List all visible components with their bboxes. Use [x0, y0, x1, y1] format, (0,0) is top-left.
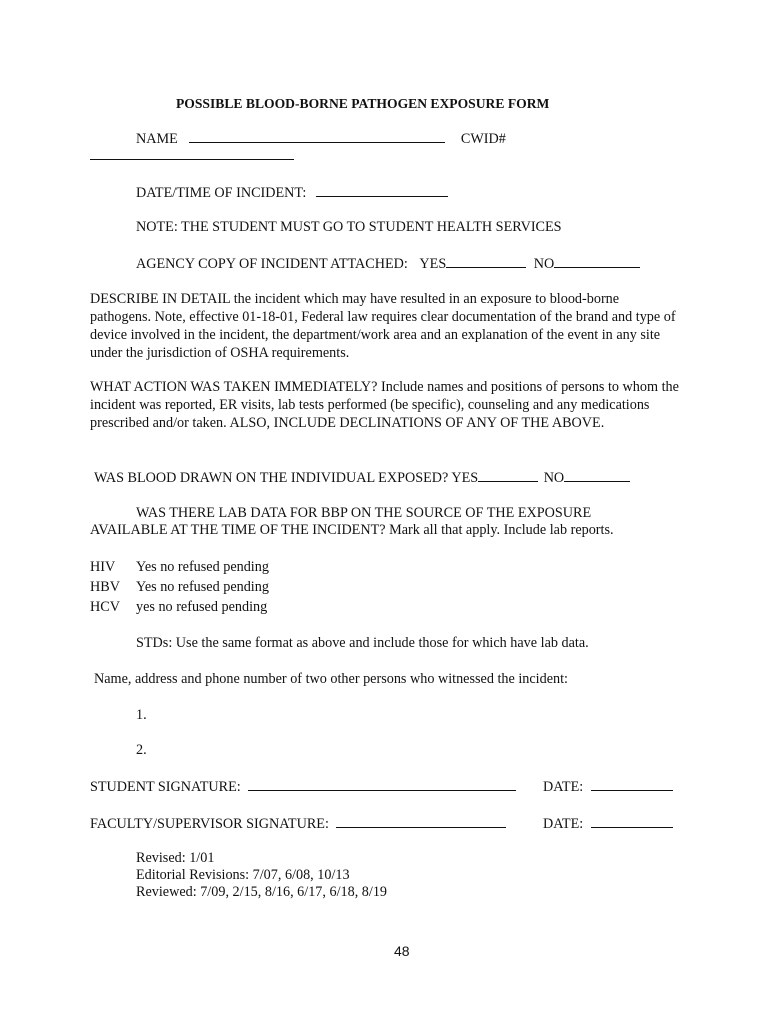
datetime-row — [136, 184, 448, 202]
agency-yes-field[interactable] — [446, 255, 526, 268]
student-signature-label: STUDENT SIGNATURE: — [90, 779, 241, 795]
witness-item-1: 1. — [136, 707, 147, 723]
form-title: POSSIBLE BLOOD-BORNE PATHOGEN EXPOSURE FORM — [176, 96, 550, 111]
lab-question-line1: WAS THERE LAB DATA FOR BBP ON THE SOURCE OF THE EXPOSURE — [136, 505, 592, 521]
student-date-row — [543, 778, 673, 796]
revised-text: Revised: 1/01 — [136, 850, 215, 866]
bbp-options[interactable]: Yes no refused pending — [136, 579, 269, 595]
faculty-signature-row — [90, 815, 506, 833]
datetime-field[interactable] — [316, 184, 448, 197]
student-signature-row — [90, 778, 516, 796]
student-signature-field[interactable] — [248, 778, 516, 791]
student-date-label: DATE: — [543, 779, 584, 795]
faculty-signature-label: FACULTY/SUPERVISOR SIGNATURE: — [90, 816, 329, 832]
stds-text: STDs: Use the same format as above and include those for which have lab data. — [136, 635, 589, 651]
bbp-row-hiv — [90, 557, 269, 577]
witness-text: Name, address and phone number of two other persons who witnessed the incident: — [94, 671, 568, 687]
bbp-code: HIV — [90, 559, 116, 575]
faculty-date-label: DATE: — [543, 816, 584, 832]
blood-drawn-no-label: NO — [543, 470, 565, 486]
cwid-label: CWID# — [460, 131, 506, 147]
bbp-options[interactable]: Yes no refused pending — [136, 559, 269, 575]
datetime-label: DATE/TIME OF INCIDENT: — [136, 185, 307, 201]
bbp-code: HBV — [90, 579, 120, 595]
cwid-field[interactable] — [90, 147, 294, 160]
faculty-signature-field[interactable] — [336, 815, 506, 828]
name-label: NAME — [136, 131, 178, 147]
bbp-row-hbv — [90, 577, 269, 597]
agency-label: AGENCY COPY OF INCIDENT ATTACHED: — [136, 256, 408, 272]
editorial-revisions-text: Editorial Revisions: 7/07, 6/08, 10/13 — [136, 867, 350, 883]
reviewed-text: Reviewed: 7/09, 2/15, 8/16, 6/17, 6/18, 8/19 — [136, 884, 388, 900]
cwid-row — [90, 147, 294, 165]
student-date-field[interactable] — [591, 778, 673, 791]
name-row — [136, 130, 506, 148]
bbp-options[interactable]: yes no refused pending — [136, 599, 268, 615]
agency-no-label: NO — [533, 256, 555, 272]
blood-drawn-no-field[interactable] — [564, 469, 630, 482]
agency-yes-label: YES — [419, 256, 447, 272]
note-text: NOTE: THE STUDENT MUST GO TO STUDENT HEALTH SERVICES — [136, 219, 562, 235]
blood-drawn-row — [94, 469, 630, 487]
bbp-row-hcv — [90, 597, 267, 617]
blood-drawn-label: WAS BLOOD DRAWN ON THE INDIVIDUAL EXPOSED? YES — [94, 470, 479, 486]
agency-no-field[interactable] — [554, 255, 640, 268]
describe-paragraph: DESCRIBE IN DETAIL the incident which may have resulted in an exposure to blood-borne pathogens. Note, effective 01-18-01, Federal law requires clear documentation of the brand and type of device involved in the incident, the department/work area and an explanation of the event in any site under the jurisdiction of OSHA requirements. — [90, 291, 676, 361]
action-paragraph: WHAT ACTION WAS TAKEN IMMEDIATELY? Include names and positions of persons to whom the incident was reported, ER visits, lab tests performed (be specific), counseling and any medications prescribed and/or taken. ALSO, INCLUDE DECLINATIONS OF ANY OF THE ABOVE. — [90, 379, 679, 431]
witness-item-2: 2. — [136, 742, 147, 758]
faculty-date-field[interactable] — [591, 815, 673, 828]
blood-drawn-yes-field[interactable] — [478, 469, 538, 482]
name-field[interactable] — [189, 130, 445, 143]
agency-row — [136, 255, 640, 273]
faculty-date-row — [543, 815, 673, 833]
page-number: 48 — [394, 943, 410, 959]
bbp-code: HCV — [90, 599, 120, 615]
lab-question-line2: AVAILABLE AT THE TIME OF THE INCIDENT? Mark all that apply. Include lab reports. — [90, 522, 614, 538]
